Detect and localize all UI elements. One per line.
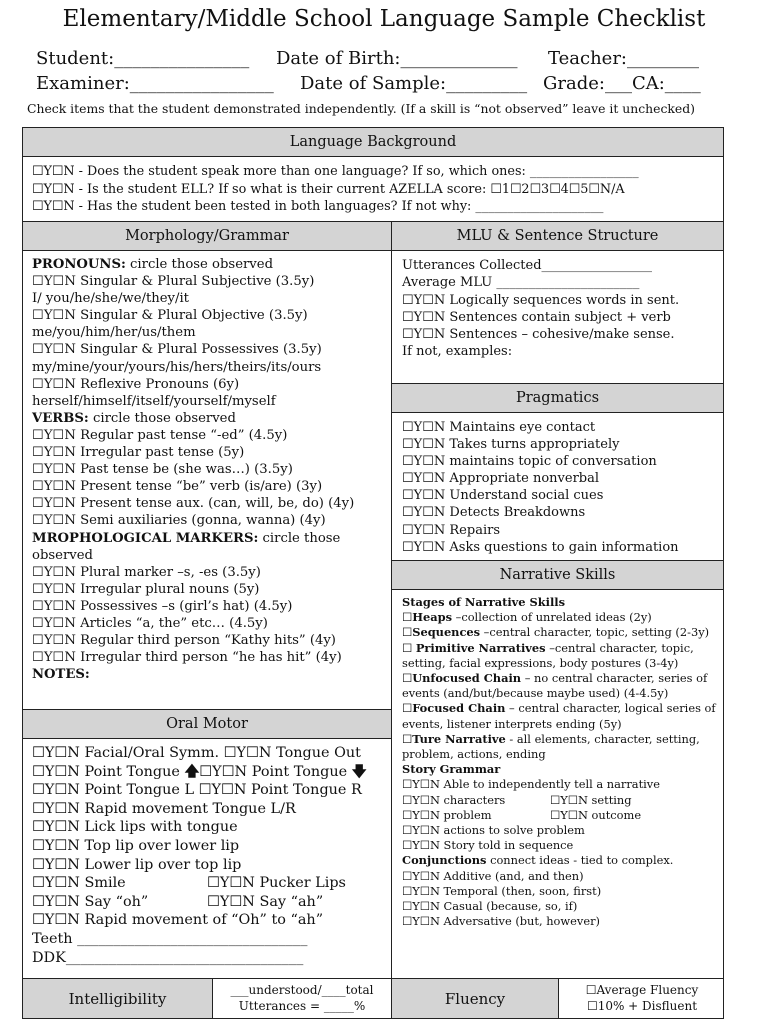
pragmatics-body [402,419,679,556]
stage-text: – central character, logical series of events, listener interprets ending (5y) [402,701,716,731]
utterances-collected-field[interactable]: Utterances Collected_________________ [402,258,653,273]
sg-problem[interactable]: ☐Y☐N problem [402,807,492,822]
oral-motor-row [32,763,388,782]
verbs-note: circle those observed [88,410,236,426]
teeth-field[interactable]: Teeth ________________________________ [32,930,308,947]
grade-ca-field[interactable]: Grade:___CA:____ [543,73,701,94]
pronouns-label: PRONOUNS: [32,257,126,272]
stage-sequences[interactable] [402,625,718,640]
om-say-oh[interactable]: ☐Y☐N Say “oh” [32,893,149,910]
notes-label: NOTES: [32,667,90,683]
oral-motor-body [32,744,388,967]
pronouns-note: circle those observed [125,257,274,272]
language-background-items [32,163,639,216]
stage-label: Unfocused Chain [412,671,522,686]
conjunction-line[interactable]: ☐Y☐N Adversative (but, however) [402,914,600,929]
understood-field[interactable]: ___understood/____total [230,983,374,997]
markers-note: circle those observed [32,530,341,563]
stage-text: – no central character, series of events (and/but/because maybe used) (4-4.5y) [402,671,708,701]
oral-motor-line[interactable]: ☐Y☐N Lick lips with tongue [32,819,238,836]
mlu-check-line[interactable]: ☐Y☐N Logically sequences words in sent. [402,292,680,308]
mlu-check-line[interactable]: ☐Y☐N Sentences – cohesive/make sense. [402,327,675,343]
sg-setting[interactable]: ☐Y☐N setting [550,792,632,807]
column-divider [391,221,392,710]
marker-line[interactable]: ☐Y☐N Possessives –s (girl’s hat) (4.5y) [32,598,293,614]
pronoun-line: I/ you/he/she/we/they/it [32,291,189,307]
markers-header [32,530,388,564]
verb-line[interactable]: ☐Y☐N Present tense “be” verb (is/are) (3y) [32,479,323,495]
stages-label: Stages of Narrative Skills [402,595,566,609]
verb-line[interactable]: ☐Y☐N Irregular past tense (5y) [32,445,245,461]
mlu-heading: MLU & Sentence Structure [391,221,724,251]
oral-motor-line[interactable]: ☐Y☐N Lower lip over top lip [32,856,242,873]
story-grammar-line[interactable]: ☐Y☐N Story told in sequence [402,838,574,853]
disfluent-checkbox[interactable]: ☐10% + Disfluent [586,999,698,1013]
fluency-label: Fluency [391,978,559,1019]
om-point-tongue-down[interactable]: ☐Y☐N Point Tongue [199,763,352,780]
stage-label: Focused Chain [412,701,506,716]
date-of-sample-field[interactable]: Date of Sample:_________ [300,73,528,94]
pronoun-line: me/you/him/her/us/them [32,325,196,341]
lb-item-languages[interactable]: ☐Y☐N - Does the student speak more than one language? If so, which ones: _________________ [32,164,639,179]
stage-checkbox[interactable]: ☐ [402,625,413,640]
stage-label: Sequences [412,625,481,640]
arrow-up-icon: 🡅 [184,763,200,780]
sg-characters[interactable]: ☐Y☐N characters [402,792,506,807]
instructions: Check items that the student demonstrated independently. (If a skill is “not observed” leave it unchecked) [27,101,695,116]
language-background-heading: Language Background [22,127,724,157]
average-mlu-field[interactable]: Average MLU ______________________ [402,275,640,291]
oral-motor-divider [391,709,392,979]
pronoun-line: herself/himself/itself/yourself/myself [32,393,276,409]
oral-motor-pair [32,893,388,912]
conjunctions-note: connect ideas - tied to complex. [486,853,674,868]
narrative-heading: Narrative Skills [391,560,724,590]
story-grammar-pair [402,793,718,808]
pragmatics-line[interactable]: ☐Y☐N maintains topic of conversation [402,454,657,470]
pragmatics-line[interactable]: ☐Y☐N Understand social cues [402,488,604,504]
oral-motor-row [32,744,388,763]
narrative-body [402,595,718,929]
verb-line[interactable]: ☐Y☐N Regular past tense “-ed” (4.5y) [32,427,288,443]
mlu-check-line[interactable]: ☐Y☐N Sentences contain subject + verb [402,309,671,325]
utterances-percent-field[interactable]: Utterances = _____% [238,999,366,1013]
fluency-options [560,982,724,1014]
om-point-tongue-left[interactable]: ☐Y☐N Point Tongue L [32,782,194,799]
stage-checkbox[interactable]: ☐ [402,640,416,655]
oral-motor-line[interactable]: ☐Y☐N Rapid movement of “Oh” to “ah” [32,912,324,929]
stage-true[interactable] [402,732,718,762]
average-fluency-checkbox[interactable]: ☐Average Fluency [585,983,699,997]
om-say-ah[interactable]: ☐Y☐N Say “ah” [207,893,324,910]
pronouns-header [32,256,388,273]
pragmatics-line[interactable]: ☐Y☐N Takes turns appropriately [402,437,620,453]
pronoun-line[interactable]: ☐Y☐N Singular & Plural Objective (3.5y) [32,308,308,324]
om-pucker-lips[interactable]: ☐Y☐N Pucker Lips [207,875,346,892]
examples-label: If not, examples: [402,344,513,360]
stage-primitive[interactable] [402,641,718,671]
oral-motor-line[interactable]: ☐Y☐N Rapid movement Tongue L/R [32,800,296,817]
stage-label: Heaps [412,610,452,625]
dob-field[interactable]: Date of Birth:_____________ [276,48,518,69]
om-point-tongue-right[interactable]: ☐Y☐N Point Tongue R [198,782,362,799]
pronoun-line[interactable]: ☐Y☐N Singular & Plural Possessives (3.5y) [32,342,322,358]
om-tongue-out[interactable]: ☐Y☐N Tongue Out [223,745,361,761]
pronoun-line[interactable]: ☐Y☐N Singular & Plural Subjective (3.5y) [32,274,315,290]
pronoun-line: my/mine/your/yours/his/hers/theirs/its/ours [32,359,322,375]
story-grammar-line[interactable]: ☐Y☐N actions to solve problem [402,823,585,838]
stage-focused[interactable] [402,701,718,731]
stage-label: Ture Narrative [412,731,506,746]
conjunction-line[interactable]: ☐Y☐N Casual (because, so, if) [402,899,578,914]
marker-line[interactable]: ☐Y☐N Regular third person “Kathy hits” (4y) [32,633,336,649]
mlu-body [402,257,679,361]
pragmatics-line[interactable]: ☐Y☐N Detects Breakdowns [402,505,586,521]
conjunction-line[interactable]: ☐Y☐N Additive (and, and then) [402,868,584,883]
stage-checkbox[interactable]: ☐ [402,731,413,746]
om-smile[interactable]: ☐Y☐N Smile [32,875,126,892]
pragmatics-line[interactable]: ☐Y☐N Asks questions to gain information [402,539,679,555]
conjunctions-label: Conjunctions [402,853,487,868]
stage-text: –central character, topic, setting, facial expressions, body postures (3-4y) [402,640,694,670]
oral-motor-heading: Oral Motor [22,709,392,739]
oral-motor-row [32,781,388,800]
sg-outcome[interactable]: ☐Y☐N outcome [550,807,642,822]
pragmatics-line[interactable]: ☐Y☐N Appropriate nonverbal [402,471,600,487]
conjunction-line[interactable]: ☐Y☐N Temporal (then, soon, first) [402,883,602,898]
intelligibility-label: Intelligibility [22,978,213,1019]
stage-checkbox[interactable]: ☐ [402,610,413,625]
teacher-field[interactable]: Teacher:________ [548,48,699,69]
pronoun-line[interactable]: ☐Y☐N Reflexive Pronouns (6y) [32,376,240,392]
oral-motor-pair [32,874,388,893]
lb-item-tested[interactable]: ☐Y☐N - Has the student been tested in both languages? If not why: ____________________ [32,199,604,214]
stage-checkbox[interactable]: ☐ [402,701,413,716]
verbs-header [32,410,388,427]
stage-checkbox[interactable]: ☐ [402,671,413,686]
oral-motor-line[interactable]: ☐Y☐N Top lip over lower lip [32,837,240,854]
story-grammar-label: Story Grammar [402,762,501,777]
om-point-tongue-up[interactable]: ☐Y☐N Point Tongue [32,763,185,780]
marker-line[interactable]: ☐Y☐N Plural marker –s, -es (3.5y) [32,564,261,580]
stage-text: –central character, topic, setting (2-3y) [480,625,710,640]
stage-unfocused[interactable] [402,671,718,701]
pragmatics-heading: Pragmatics [391,383,724,413]
intelligibility-fields [214,982,390,1014]
markers-label: MROPHOLOGICAL MARKERS: [32,530,259,546]
verb-line[interactable]: ☐Y☐N Semi auxiliaries (gonna, wanna) (4y) [32,513,326,529]
marker-line[interactable]: ☐Y☐N Articles “a, the” etc… (4.5y) [32,615,268,631]
om-facial-symmetry[interactable]: ☐Y☐N Facial/Oral Symm. [32,745,220,761]
arrow-down-icon: 🡇 [351,763,367,780]
stage-text: - all elements, character, setting, problem, actions, ending [402,731,700,762]
story-grammar-line[interactable]: ☐Y☐N Able to independently tell a narrative [402,777,660,792]
morphology-body [32,256,388,683]
stage-text: –collection of unrelated ideas (2y) [452,610,652,625]
stage-label: Primitive Narratives [415,640,546,655]
stage-heaps[interactable] [402,610,718,625]
lb-item-ell[interactable]: ☐Y☐N - Is the student ELL? If so what is their current AZELLA score: ☐1☐2☐3☐4☐5☐N/A [32,181,625,197]
pragmatics-line[interactable]: ☐Y☐N Maintains eye contact [402,420,596,435]
verbs-label: VERBS: [32,410,89,426]
verb-line[interactable]: ☐Y☐N Past tense be (she was…) (3.5y) [32,462,293,478]
verb-line[interactable]: ☐Y☐N Present tense aux. (can, will, be, do) (4y) [32,496,355,512]
pragmatics-line[interactable]: ☐Y☐N Repairs [402,522,500,538]
conjunctions-header [402,853,718,868]
page-title: Elementary/Middle School Language Sample Checklist [62,6,706,32]
marker-line[interactable]: ☐Y☐N Irregular plural nouns (5y) [32,581,260,597]
examiner-field[interactable]: Examiner:________________ [36,73,274,94]
marker-line[interactable]: ☐Y☐N Irregular third person “he has hit” (4y) [32,650,342,666]
student-field[interactable]: Student:_______________ [36,48,250,69]
ddk-field[interactable]: DDK_________________________________ [32,949,304,966]
story-grammar-pair [402,808,718,823]
morphology-heading: Morphology/Grammar [22,221,392,251]
